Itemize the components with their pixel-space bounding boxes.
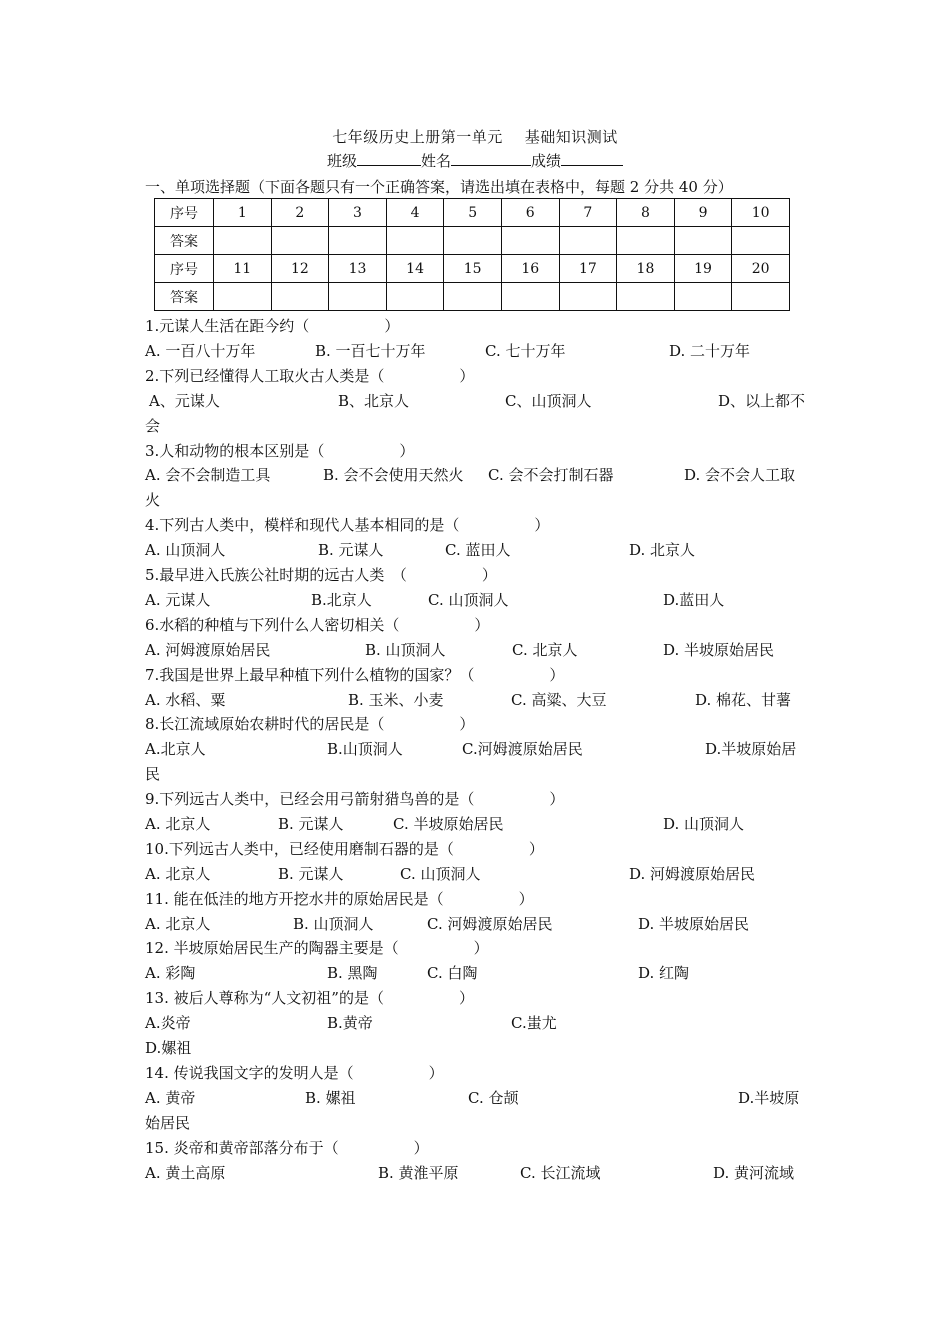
option-b: B. 元谋人 <box>278 815 344 833</box>
option-c: C. 蓝田人 <box>445 541 511 560</box>
option-a: A. 会不会制造工具 <box>145 466 271 485</box>
option-c: C. 高粱、大豆 <box>511 690 607 709</box>
options-row <box>145 463 810 488</box>
row-label-answer: 答案 <box>155 283 214 311</box>
question-4: 4.下列古人类中，模样和现代人基本相同的是（ ） <box>145 516 550 535</box>
option-wrap: 火 <box>145 491 161 510</box>
title-left: 七年级历史上册第一单元 <box>332 128 503 146</box>
question-number-cell: 14 <box>386 255 444 283</box>
question-10: 10.下列远古人类中，已经使用磨制石器的是（ ） <box>145 839 544 858</box>
answer-cell[interactable] <box>501 227 559 255</box>
options-row <box>145 538 810 563</box>
question-number-cell: 3 <box>329 199 387 227</box>
question-number-cell: 18 <box>617 255 675 283</box>
question-number-cell: 6 <box>501 199 559 227</box>
answer-cell[interactable] <box>329 227 387 255</box>
question-number-cell: 1 <box>214 199 272 227</box>
options-row <box>145 588 810 613</box>
score-field[interactable] <box>561 151 623 166</box>
answer-cell[interactable] <box>732 227 790 255</box>
question-number-cell: 2 <box>271 199 329 227</box>
answer-cell[interactable] <box>501 283 559 311</box>
title-right: 基础知识测试 <box>524 128 618 146</box>
table-row <box>155 283 790 311</box>
option-b: B. 元谋人 <box>278 864 344 883</box>
option-b: B. 一百七十万年 <box>315 341 426 360</box>
option-a: A. 一百八十万年 <box>145 341 256 360</box>
answer-cell[interactable] <box>271 227 329 255</box>
table-row <box>155 199 790 227</box>
options-row <box>145 961 810 986</box>
option-wrap: 会 <box>145 416 161 435</box>
section-heading: 一、单项选择题（下面各题只有一个正确答案，请选出填在表格中，每题 2 分共 40 分） <box>145 178 733 196</box>
option-c: C. 会不会打制石器 <box>488 466 614 485</box>
name-label: 姓名 <box>420 152 451 170</box>
option-c: C. 半坡原始居民 <box>393 815 504 833</box>
table-row <box>155 227 790 255</box>
option-c: C. 山顶洞人 <box>400 864 481 883</box>
option-d: D.半坡原始居 <box>705 740 797 759</box>
question-number-cell: 5 <box>444 199 502 227</box>
answer-cell[interactable] <box>444 227 502 255</box>
options-row <box>145 688 810 713</box>
options-row <box>145 912 810 937</box>
option-d: D. 黄河流域 <box>713 1163 795 1182</box>
option-d: D. 棉花、甘薯 <box>695 690 792 709</box>
options-row <box>145 812 810 837</box>
option-b: B、北京人 <box>338 391 410 410</box>
option-d: D. 半坡原始居民 <box>663 640 775 659</box>
option-a: A、元谋人 <box>149 391 220 410</box>
option-b: B.山顶洞人 <box>327 740 403 759</box>
question-number-cell: 10 <box>732 199 790 227</box>
option-wrap: 民 <box>145 765 161 784</box>
question-number-cell: 17 <box>559 255 617 283</box>
answer-cell[interactable] <box>271 283 329 311</box>
options-row <box>145 862 810 887</box>
option-b: B.北京人 <box>311 590 372 609</box>
question-11: 11. 能在低洼的地方开挖水井的原始居民是（ ） <box>145 889 534 908</box>
question-number-cell: 19 <box>674 255 732 283</box>
answer-cell[interactable] <box>214 283 272 311</box>
option-b: B.黄帝 <box>327 1014 373 1033</box>
answer-cell[interactable] <box>674 227 732 255</box>
question-number-cell: 20 <box>732 255 790 283</box>
options-row <box>145 1086 810 1111</box>
answer-cell[interactable] <box>559 227 617 255</box>
option-a: A.炎帝 <box>145 1014 191 1033</box>
option-d: D.半坡原 <box>738 1088 800 1107</box>
question-number-cell: 15 <box>444 255 502 283</box>
question-number-cell: 16 <box>501 255 559 283</box>
option-a: A. 彩陶 <box>145 964 196 983</box>
question-number-cell: 4 <box>386 199 444 227</box>
option-c: C. 仓颉 <box>468 1088 519 1107</box>
option-d: D、以上都不 <box>718 391 806 410</box>
row-label-number: 序号 <box>155 255 214 283</box>
option-d: D.蓝田人 <box>663 590 725 609</box>
options-row <box>145 1161 810 1186</box>
option-a: A. 黄帝 <box>145 1088 196 1107</box>
option-c: C. 七十万年 <box>485 341 566 360</box>
question-1: 1.元谋人生活在距今约（ ） <box>145 317 400 335</box>
option-b: B. 山顶洞人 <box>293 914 374 933</box>
option-d: D. 会不会人工取 <box>684 466 796 485</box>
option-a: A. 北京人 <box>145 914 211 933</box>
answer-cell[interactable] <box>214 227 272 255</box>
option-b: B. 元谋人 <box>318 541 384 560</box>
question-number-cell: 8 <box>617 199 675 227</box>
option-b: B. 黑陶 <box>327 964 378 983</box>
answer-cell[interactable] <box>617 227 675 255</box>
questions-list <box>145 314 810 1185</box>
option-d: D. 河姆渡原始居民 <box>629 864 756 883</box>
question-7: 7.我国是世界上最早种植下列什么植物的国家？（ ） <box>145 665 565 684</box>
question-number-cell: 9 <box>674 199 732 227</box>
answer-cell[interactable] <box>617 283 675 311</box>
question-8: 8.长江流域原始农耕时代的居民是（ ） <box>145 715 475 734</box>
option-a: A. 黄土高原 <box>145 1163 226 1182</box>
option-c: C. 白陶 <box>427 964 478 983</box>
answer-cell[interactable] <box>386 227 444 255</box>
row-label-number: 序号 <box>155 199 214 227</box>
question-6: 6.水稻的种植与下列什么人密切相关（ ） <box>145 615 490 634</box>
option-wrap: 始居民 <box>145 1113 191 1132</box>
option-d: D.嫘祖 <box>145 1039 192 1058</box>
answer-cell[interactable] <box>329 283 387 311</box>
question-3: 3.人和动物的根本区别是（ ） <box>145 441 415 460</box>
option-c: C. 北京人 <box>512 640 578 659</box>
option-a: A. 山顶洞人 <box>145 541 226 560</box>
question-13: 13. 被后人尊称为“人文初祖”的是（ ） <box>145 989 474 1008</box>
class-label: 班级 <box>326 152 357 170</box>
option-c: C.蚩尤 <box>511 1014 557 1033</box>
question-2: 2.下列已经懂得人工取火古人类是（ ） <box>145 366 475 385</box>
answer-table <box>154 198 790 311</box>
option-c: C.河姆渡原始居民 <box>462 740 583 759</box>
score-label: 成绩 <box>531 152 562 170</box>
question-15: 15. 炎帝和黄帝部落分布于（ ） <box>145 1138 429 1157</box>
option-d: D. 山顶洞人 <box>663 815 745 833</box>
option-d: D. 半坡原始居民 <box>638 914 750 933</box>
class-field[interactable] <box>357 151 421 166</box>
student-info-line <box>0 150 950 171</box>
question-number-cell: 7 <box>559 199 617 227</box>
options-row <box>145 737 810 762</box>
question-number-cell: 11 <box>214 255 272 283</box>
option-c: C. 长江流域 <box>520 1163 601 1182</box>
option-d: D. 北京人 <box>629 541 696 560</box>
options-row <box>145 1011 810 1036</box>
question-5: 5.最早进入氏族公社时期的远古人类 （ ） <box>145 566 497 584</box>
options-row <box>145 638 810 663</box>
answer-cell[interactable] <box>444 283 502 311</box>
page-title <box>0 126 950 147</box>
option-a: A. 北京人 <box>145 815 211 833</box>
answer-cell[interactable] <box>559 283 617 311</box>
table-row <box>155 255 790 283</box>
option-b: B. 山顶洞人 <box>365 640 446 659</box>
option-a: A. 北京人 <box>145 864 211 883</box>
question-9: 9.下列远古人类中，已经会用弓箭射猎鸟兽的是（ ） <box>145 790 565 809</box>
option-a: A. 水稻、粟 <box>145 690 226 709</box>
question-14: 14. 传说我国文字的发明人是（ ） <box>145 1063 444 1082</box>
option-c: C. 河姆渡原始居民 <box>427 914 553 933</box>
option-a: A. 元谋人 <box>145 590 211 609</box>
options-row <box>145 389 810 414</box>
option-a: A.北京人 <box>145 740 206 759</box>
question-number-cell: 12 <box>271 255 329 283</box>
option-b: B. 黄淮平原 <box>378 1163 459 1182</box>
option-d: D. 红陶 <box>638 964 690 983</box>
option-d: D. 二十万年 <box>669 341 751 360</box>
question-number-cell: 13 <box>329 255 387 283</box>
answer-cell[interactable] <box>732 283 790 311</box>
option-b: B. 玉米、小麦 <box>348 690 444 709</box>
answer-cell[interactable] <box>386 283 444 311</box>
option-c: C. 山顶洞人 <box>428 590 509 609</box>
option-b: B. 会不会使用天然火 <box>323 466 464 485</box>
option-a: A. 河姆渡原始居民 <box>145 640 271 659</box>
option-b: B. 嫘祖 <box>305 1088 356 1107</box>
answer-cell[interactable] <box>674 283 732 311</box>
question-12: 12. 半坡原始居民生产的陶器主要是（ ） <box>145 939 489 958</box>
row-label-answer: 答案 <box>155 227 214 255</box>
name-field[interactable] <box>451 151 531 166</box>
options-row <box>145 339 810 364</box>
option-c: C、山顶洞人 <box>505 391 592 410</box>
